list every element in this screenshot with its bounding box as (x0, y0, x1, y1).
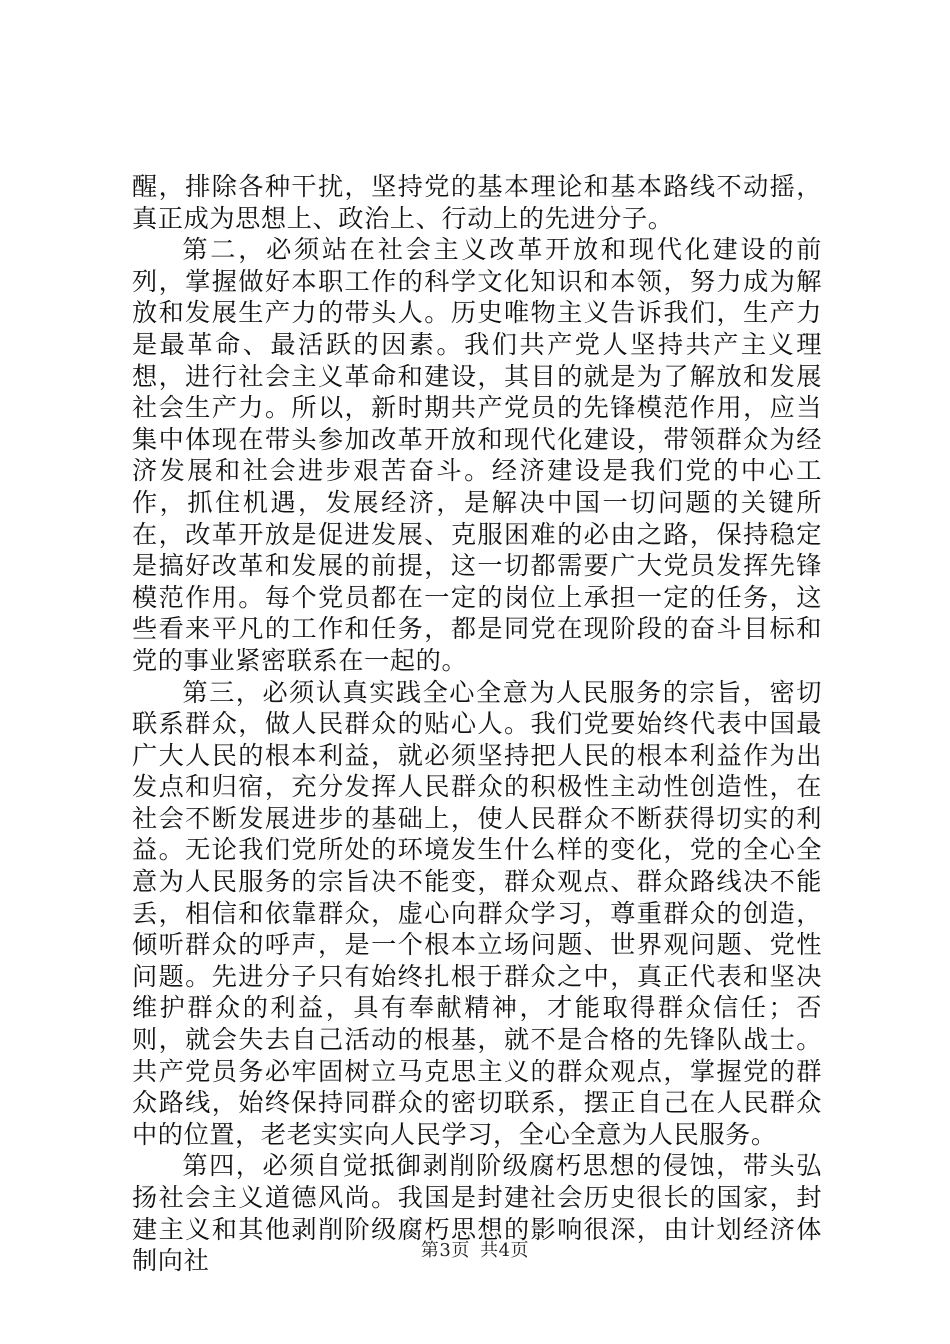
document-body (132, 171, 822, 1277)
page-total: 共4页 (480, 1240, 530, 1261)
page-number: 第3页 (420, 1240, 470, 1261)
paragraph-fourth: 第四，必须自觉抵御剥削阶级腐朽思想的侵蚀，带头弘扬社会主义道德风尚。我国是封建社会历史很长的国家，封建主义和其他剥削阶级腐朽思想的影响很深，由计划经济体制向社 (132, 1151, 822, 1276)
page-footer (0, 1236, 950, 1262)
paragraph-continuation: 醒，排除各种干扰，坚持党的基本理论和基本路线不动摇，真正成为思想上、政治上、行动上的先进分子。 (132, 172, 822, 233)
paragraph-third: 第三，必须认真实践全心全意为人民服务的宗旨，密切联系群众，做人民群众的贴心人。我们党要始终代表中国最广大人民的根本利益，就必须坚持把人民的根本利益作为出发点和归宿，充分发挥人民群众的积极性主动性创造性，在社会不断发展进步的基础上，使人民群众不断获得切实的利益。无论我们党所处的环境发生什么样的变化，党的全心全意为人民服务的宗旨决不能变，群众观点、群众路线决不能丢，相信和依靠群众，虚心向群众学习，尊重群众的创造，倾听群众的呼声，是一个根本立场问题、世界观问题、党性问题。先进分子只有始终扎根于群众之中，真正代表和坚决维护群众的利益，具有奉献精神，才能取得群众信任；否则，就会失去自己活动的根基，就不是合格的先锋队战士。共产党员务必牢固树立马克思主义的群众观点，掌握党的群众路线，始终保持同群众的密切联系，摆正自己在人民群众中的位置，老老实实向人民学习，全心全意为人民服务。 (132, 677, 822, 1149)
paragraph-second: 第二，必须站在社会主义改革开放和现代化建设的前列，掌握做好本职工作的科学文化知识和本领，努力成为解放和发展生产力的带头人。历史唯物主义告诉我们，生产力是最革命、最活跃的因素。我们共产党人坚持共产主义理想，进行社会主义革命和建设，其目的就是为了解放和发展社会生产力。所以，新时期共产党员的先锋模范作用，应当集中体现在带头参加改革开放和现代化建设，带领群众为经济发展和社会进步艰苦奋斗。经济建设是我们党的中心工作，抓住机遇，发展经济，是解决中国一切问题的关键所在，改革开放是促进发展、克服困难的必由之路，保持稳定是搞好改革和发展的前提，这一切都需要广大党员发挥先锋模范作用。每个党员都在一定的岗位上承担一定的任务，这些看来平凡的工作和任务，都是同党在现阶段的奋斗目标和党的事业紧密联系在一起的。 (132, 235, 822, 675)
